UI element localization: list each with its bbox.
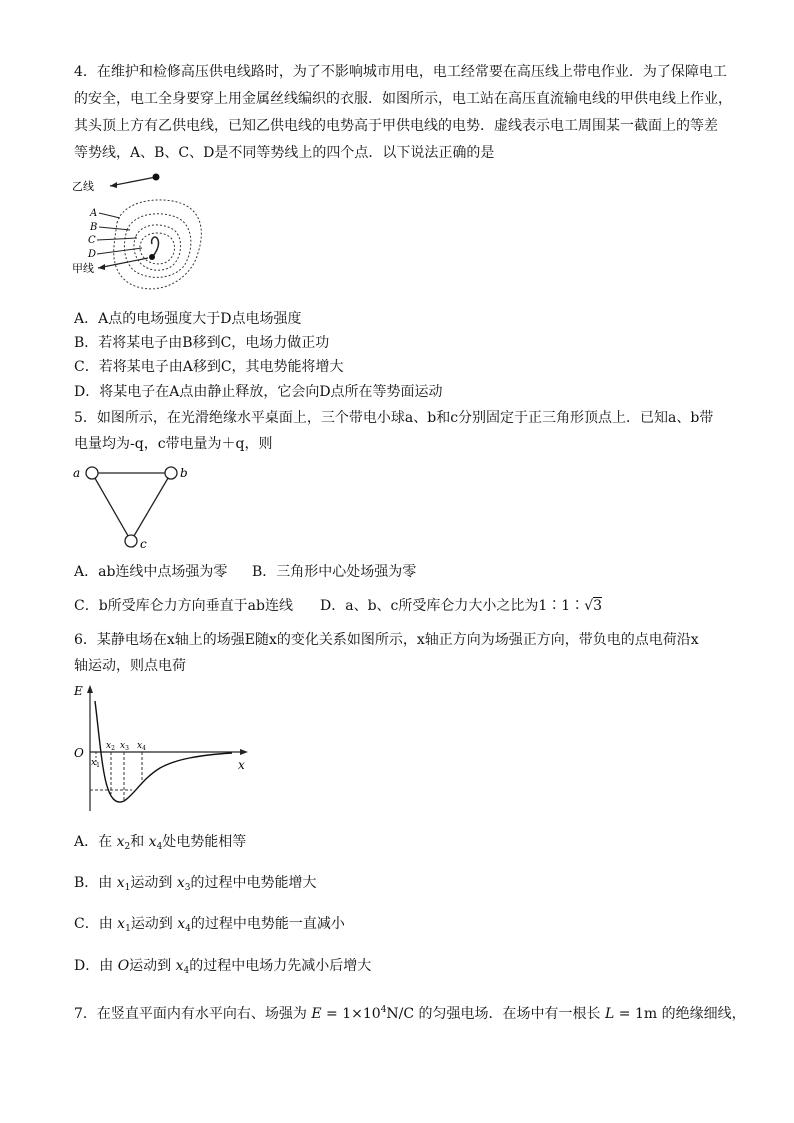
point-d-label: D [88,249,97,260]
x1-label: $x_1$ [91,758,100,769]
q7-line-1: 7．在竖直平面内有水平向右、场强为 $E = 1\times 10^4N/C$ 的匀强电场．在场中有一根长 L = 1m 的绝缘细线， [74,1005,746,1022]
q5-option-b: B．三角形中心处场强为零 [252,564,417,580]
x2-label: $x_2$ [106,741,115,752]
point-a-label: A [90,208,98,219]
q5-figure-triangle [72,460,197,552]
q5-option-d [320,596,602,616]
ball-b-label: b [180,466,188,480]
q4-option-a: A．A点的电场强度大于D点电场强度 [74,311,302,327]
q5-option-d-text: D．a、b、c所受库仑力大小之比为1∶1∶ [320,598,585,614]
point-c-label: C [88,235,96,246]
q6-option-b: B．由 $x_1$运动到 $x_3$的过程中电势能增大 [74,875,317,893]
point-b-label: B [90,222,98,233]
q4-option-d: D．将某电子在A点由静止释放，它会向D点所在等势面运动 [74,384,443,400]
e-axis-label: E [74,684,83,698]
q5-option-c: C．b所受库仑力方向垂直于ab连线 [74,598,293,614]
sqrt-symbol: √ [584,598,594,614]
q6-option-a: A．在 $x_2$和 $x_4$处电势能相等 [74,834,247,852]
sqrt-radicand: 3 [593,598,603,614]
q4-line-4: 等势线，A、B、C、D是不同等势线上的四个点．以下说法正确的是 [74,145,495,161]
q4-line-3: 其头顶上方有乙供电线，已知乙供电线的电势高于甲供电线的电势．虚线表示电工周围某一截面上的等差 [74,118,718,134]
q5-line-1: 5．如图所示，在光滑绝缘水平桌面上，三个带电小球a、b和c分别固定于正三角形顶点上．已知a、b带 [74,410,714,426]
q6-line-1: 6．某静电场在x轴上的场强E随x的变化关系如图所示，x轴正方向为场强正方向，带负电的点电荷沿x [74,632,699,648]
q6-line-2: 轴运动，则点电荷 [74,658,186,674]
q4-option-b: B．若将某电子由B移到C，电场力做正功 [74,335,330,351]
q4-line-2: 的安全，电工全身要穿上用金属丝线编织的衣服．如图所示，电工站在高压直流输电线的甲供电线上作业， [74,91,732,107]
q5-line-2: 电量均为-q，c带电量为＋q，则 [74,436,273,452]
q4-line-1: 4．在维护和检修高压供电线路时，为了不影响城市用电，电工经常要在高压线上带电作业．为了保障电工 [74,64,727,80]
q6-option-c: C．由 $x_1$运动到 $x_4$的过程中电势能一直减小 [74,916,345,934]
x4-label: $x_4$ [137,741,146,752]
x-axis-label: x [238,758,245,772]
yi-wire-label: 乙线 [72,180,94,193]
q6-option-d: D．由 O运动到 $x_4$的过程中电场力先减小后增大 [74,958,372,976]
jia-wire-label: 甲线 [72,262,94,275]
ball-c-label: c [140,537,147,551]
x3-label: $x_3$ [120,741,129,752]
q6-figure-e-x-graph [72,683,252,818]
q4-figure-equipotential [72,168,207,298]
q4-option-c: C．若将某电子由A移到C，其电势能将增大 [74,359,344,375]
origin-label: O [74,746,84,760]
ball-a-label: a [73,466,81,480]
q5-option-a: A．ab连线中点场强为零 [74,564,228,580]
